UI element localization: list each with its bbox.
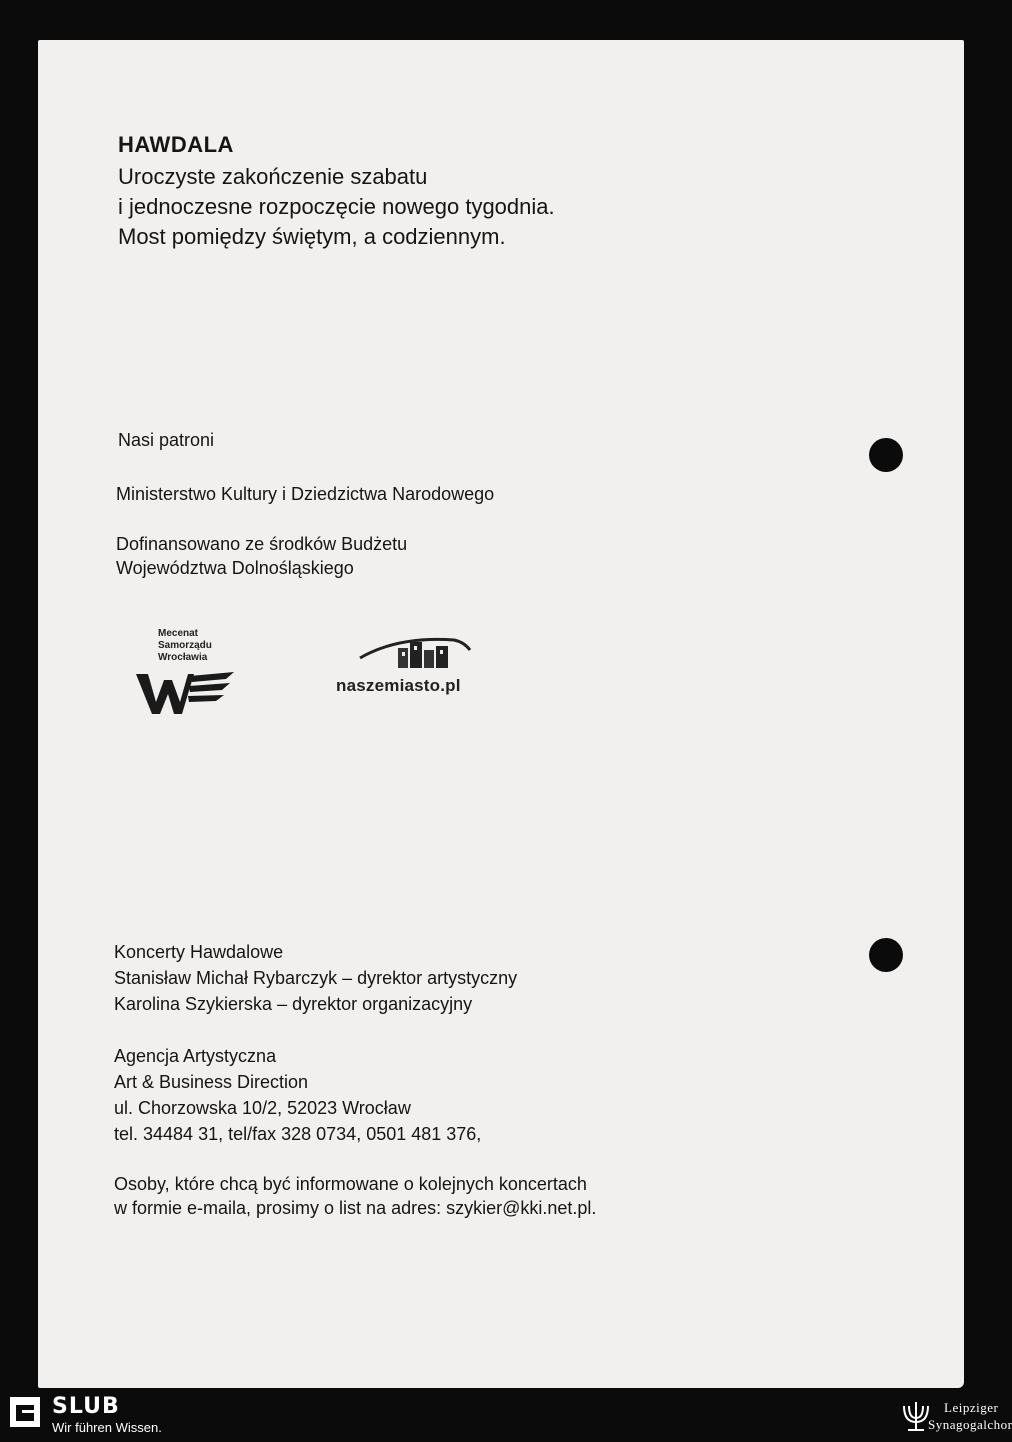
- document-page: [38, 40, 964, 1388]
- subtitle-line: Uroczyste zakończenie szabatu: [118, 164, 428, 189]
- footer-bar: [0, 1390, 1012, 1442]
- agency-name: Agencja Artystyczna: [114, 1046, 277, 1066]
- city-buildings-icon: [358, 634, 478, 672]
- punch-hole: [869, 438, 903, 472]
- naszemiasto-logo: [328, 634, 518, 704]
- concerts-label: Koncerty Hawdalowe: [114, 942, 284, 962]
- agency-name: Art & Business Direction: [114, 1072, 309, 1092]
- mecenat-logo: [134, 628, 244, 720]
- funding-line: Dofinansowano ze środków Budżetu: [116, 534, 408, 554]
- wroclaw-w-icon: [134, 670, 244, 720]
- naszemiasto-logo-text: naszemiasto.pl: [336, 676, 461, 695]
- ministry-name: Ministerstwo Kultury i Dziedzictwa Narodowego: [116, 484, 495, 504]
- agency-phones: tel. 34484 31, tel/fax 328 0734, 0501 481 376,: [114, 1124, 482, 1144]
- agency-address: ul. Chorzowska 10/2, 52023 Wrocław: [114, 1098, 411, 1118]
- artistic-director: Stanisław Michał Rybarczyk – dyrektor artystyczny: [114, 968, 518, 988]
- subtitle-line: Most pomiędzy świętym, a codziennym.: [118, 224, 506, 249]
- synagogalchor-label: Synagogalchor: [928, 1417, 1012, 1432]
- organizational-director: Karolina Szykierska – dyrektor organizacyjny: [114, 994, 473, 1014]
- subtitle-line: i jednoczesne rozpoczęcie nowego tygodnia.: [118, 194, 555, 219]
- funding-line: Województwa Dolnośląskiego: [116, 558, 354, 578]
- punch-hole: [869, 938, 903, 972]
- slub-tagline: Wir führen Wissen.: [52, 1420, 162, 1435]
- contact-info: Osoby, które chcą być informowane o kolejnych koncertach: [114, 1174, 587, 1194]
- slub-name: SLUB: [52, 1394, 120, 1419]
- slub-logo-icon: [10, 1397, 40, 1427]
- leipziger-label: Leipziger: [944, 1400, 999, 1415]
- page-title: HAWDALA: [118, 132, 234, 157]
- patrons-label: Nasi patroni: [118, 430, 215, 450]
- mecenat-logo-text: Mecenat Samorządu Wrocławia: [158, 628, 212, 663]
- contact-info: w formie e-maila, prosimy o list na adres: szykier@kki.net.pl.: [114, 1198, 597, 1218]
